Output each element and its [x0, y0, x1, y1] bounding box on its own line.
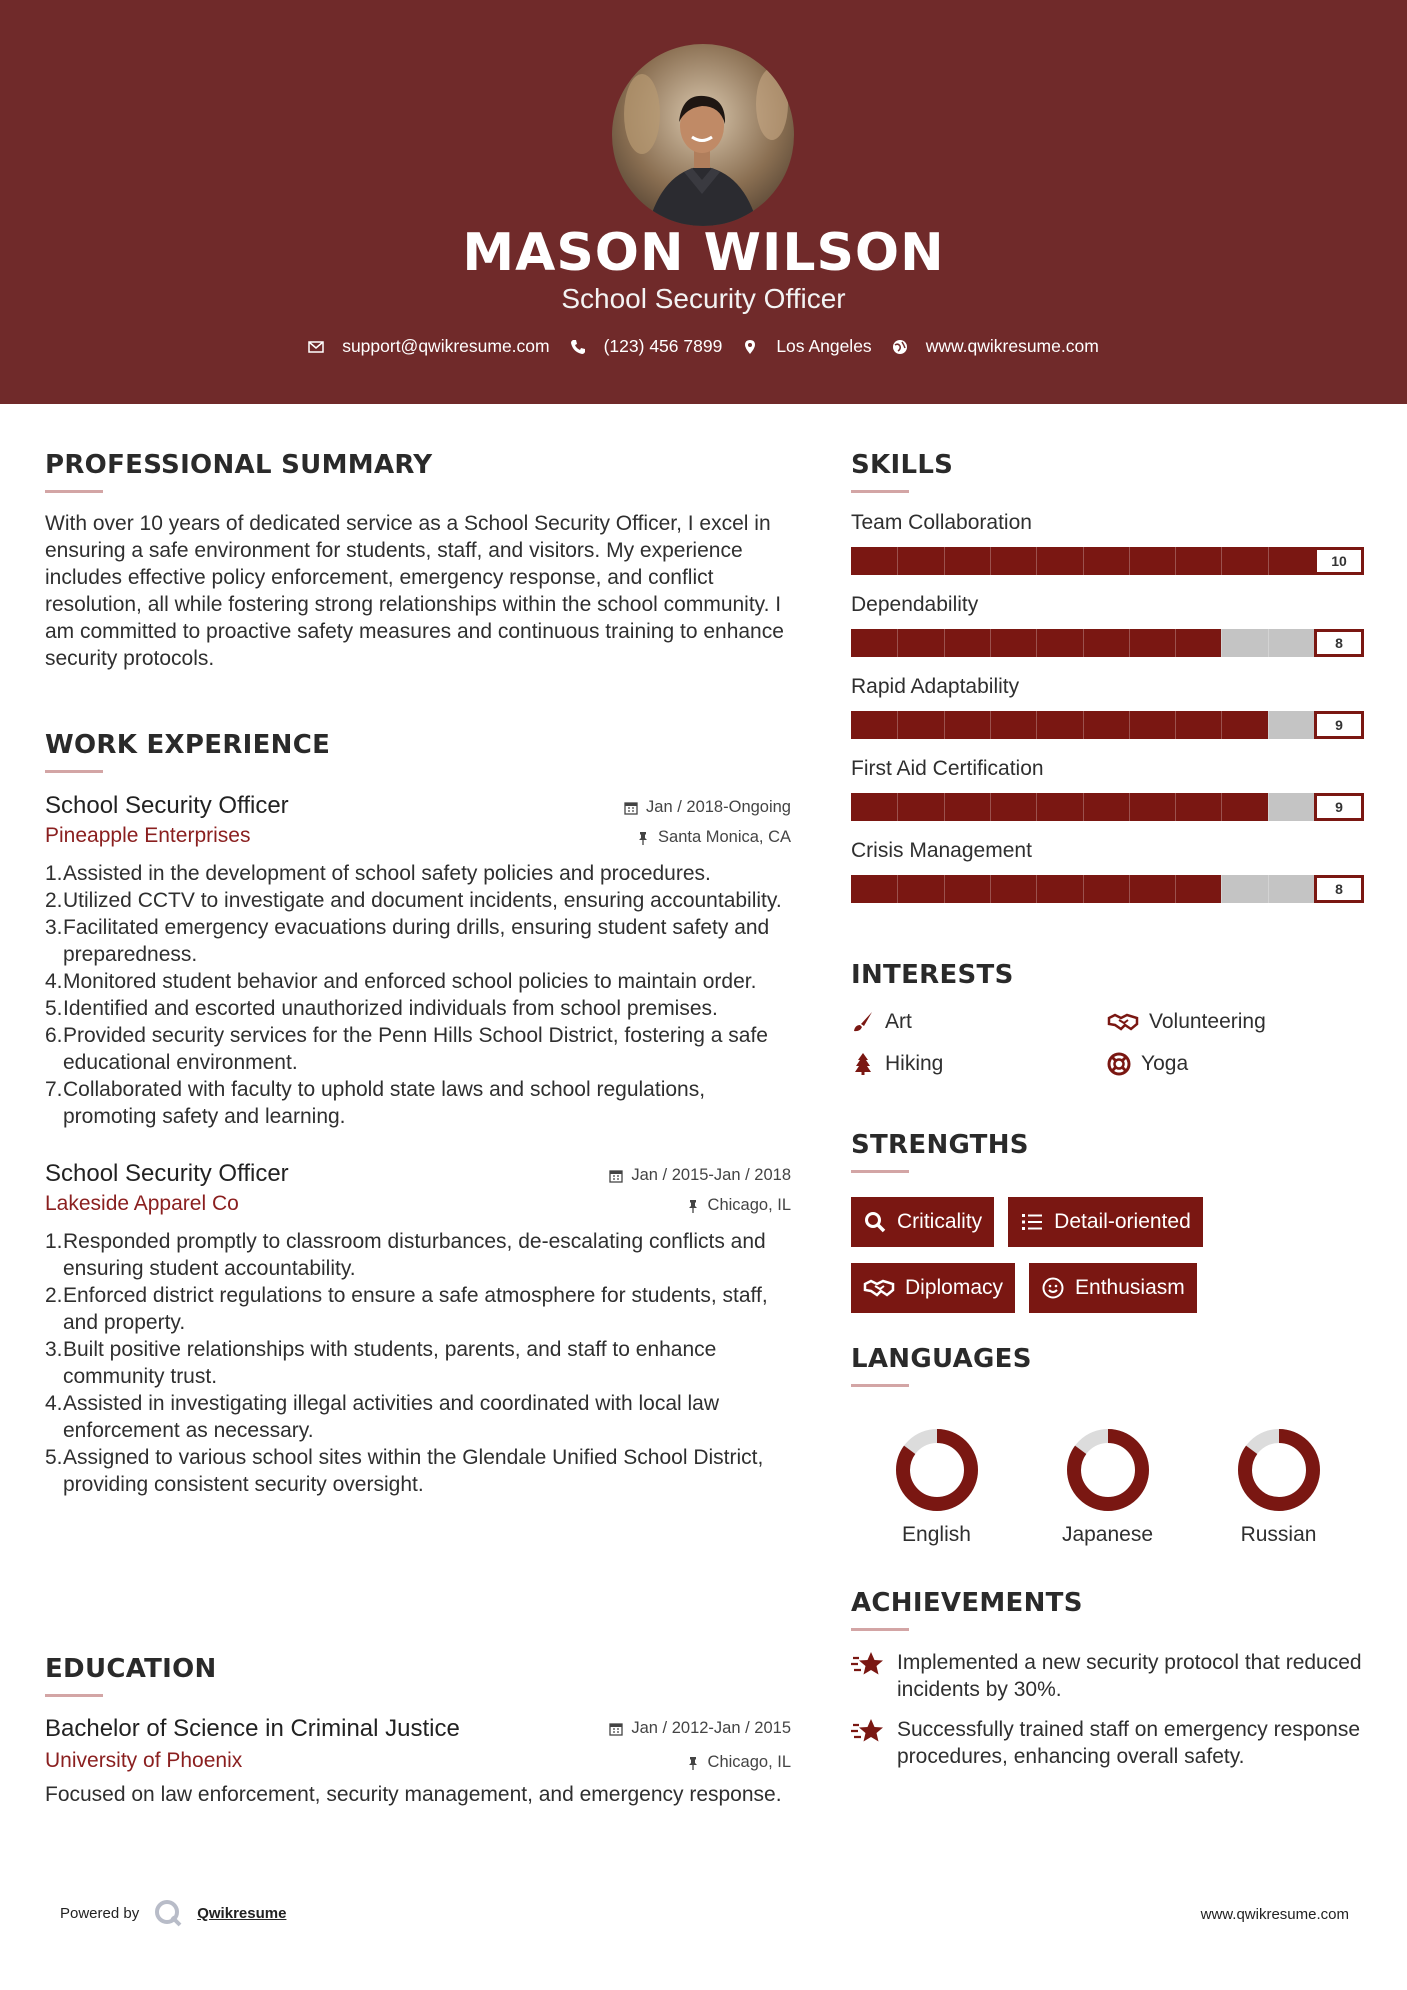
language-donut [1236, 1427, 1322, 1513]
skills-section [851, 450, 1366, 903]
strength-tags [851, 1197, 1366, 1329]
interest-item [1107, 1010, 1363, 1034]
skill-segment-divider [897, 629, 898, 657]
languages-list [851, 1427, 1366, 1547]
skill-track [851, 547, 1314, 575]
pushpin-icon [686, 1199, 700, 1213]
skill-segment-divider [1129, 793, 1130, 821]
section-title: WORK EXPERIENCE [45, 730, 331, 760]
strength-tag [1029, 1263, 1197, 1313]
skill-segment-divider [944, 629, 945, 657]
language-donut [894, 1427, 980, 1513]
job-title: School Security Officer [45, 792, 289, 819]
education-header [45, 1715, 791, 1743]
job-location-text: Chicago, IL [707, 1196, 791, 1214]
experience-section [45, 730, 791, 1498]
search-icon [863, 1210, 887, 1234]
skill-bar [851, 711, 1363, 739]
interest-item [1107, 1052, 1363, 1076]
duty-text: Assigned to various school sites within the Glendale Unified School District, providing consistent security oversight. [63, 1446, 764, 1496]
company-name: Lakeside Apparel Co [45, 1192, 239, 1215]
skill-segment-divider [1268, 711, 1269, 739]
contact-location [742, 336, 871, 357]
skill-level: 10 [1314, 547, 1364, 575]
skill-segment-divider [1175, 711, 1176, 739]
interest-label: Hiking [885, 1052, 944, 1075]
language-label: Russian [1240, 1523, 1317, 1546]
skill-segment-divider [1036, 547, 1037, 575]
education-subheader [45, 1749, 791, 1773]
skill-track [851, 629, 1314, 657]
skill-segment-divider [1175, 793, 1176, 821]
footer-powered-by [60, 1898, 286, 1928]
powered-by-label: Powered by [60, 1904, 140, 1922]
job-subheader [45, 1192, 791, 1216]
contact-phone[interactable] [570, 336, 723, 357]
skill-segment-divider [944, 875, 945, 903]
skill-segment-divider [1083, 711, 1084, 739]
interest-label: Art [885, 1010, 912, 1033]
skill-track [851, 875, 1314, 903]
skill-segment-divider [1221, 875, 1222, 903]
skill-fill [851, 711, 1268, 739]
skill-bar [851, 547, 1363, 575]
skill-level: 8 [1314, 875, 1364, 903]
skill-label: First Aid Certification [851, 757, 1044, 780]
skill-item [851, 757, 1366, 821]
job-location [636, 828, 791, 847]
job-entry [45, 792, 791, 1130]
website-text: www.qwikresume.com [925, 336, 1099, 356]
calendar-icon [624, 801, 638, 815]
globe-icon [892, 339, 908, 355]
duty-text: Assisted in the development of school safety policies and procedures. [63, 862, 711, 885]
strength-label: Diplomacy [905, 1276, 1004, 1299]
interest-item [851, 1010, 1107, 1034]
skill-segment-divider [990, 629, 991, 657]
section-title: INTERESTS [851, 960, 1014, 990]
duty-text: Provided security services for the Penn Hills School District, fostering a safe educational environment. [63, 1024, 768, 1074]
skill-item [851, 675, 1366, 739]
education-dates-text: Jan / 2012-Jan / 2015 [631, 1719, 791, 1737]
skill-item [851, 511, 1366, 575]
list-icon [1020, 1210, 1044, 1234]
skill-segment-divider [1175, 547, 1176, 575]
job-location [686, 1196, 791, 1215]
skill-label: Crisis Management [851, 839, 1032, 862]
map-pin-icon [742, 339, 758, 355]
skill-segment-divider [1129, 547, 1130, 575]
skill-segment-divider [990, 793, 991, 821]
strength-tag [1008, 1197, 1203, 1247]
education-location-text: Chicago, IL [707, 1753, 791, 1771]
skill-segment-divider [1129, 875, 1130, 903]
achievement-text: Successfully trained staff on emergency response procedures, enhancing overall safety. [897, 1718, 1361, 1768]
skill-segment-divider [1083, 629, 1084, 657]
job-header [45, 1160, 791, 1188]
list-item: 4. Monitored student behavior and enforced school policies to maintain order. [45, 970, 757, 993]
section-title: STRENGTHS [851, 1130, 1029, 1160]
duty-text: Utilized CCTV to investigate and document incidents, ensuring accountability. [63, 889, 782, 912]
skill-segment-divider [1268, 547, 1269, 575]
duty-text: Assisted in investigating illegal activities and coordinated with local law enforcement as necessary. [63, 1392, 720, 1442]
title-underline [851, 490, 909, 493]
list-item: 1. Responded promptly to classroom disturbances, de-escalating conflicts and ensuring student accountability. [45, 1230, 766, 1280]
calendar-icon [609, 1722, 623, 1736]
skill-bar [851, 875, 1363, 903]
duty-text: Responded promptly to classroom disturbances, de-escalating conflicts and ensuring student accountability. [63, 1230, 766, 1280]
duty-text: Identified and escorted unauthorized individuals from school premises. [63, 997, 718, 1020]
section-title: LANGUAGES [851, 1344, 1032, 1374]
skill-item [851, 593, 1366, 657]
list-item: 5. Assigned to various school sites within the Glendale Unified School District, providing consistent security oversight. [45, 1446, 764, 1496]
interest-label: Volunteering [1149, 1010, 1266, 1033]
skill-segment-divider [1129, 711, 1130, 739]
duty-text: Facilitated emergency evacuations during drills, ensuring student safety and preparedness. [63, 916, 770, 966]
skill-segment-divider [897, 793, 898, 821]
skill-segment-divider [1036, 711, 1037, 739]
list-item: 3. Facilitated emergency evacuations during drills, ensuring student safety and preparedness. [45, 916, 770, 966]
skill-segment-divider [1083, 547, 1084, 575]
skill-segment-divider [1268, 629, 1269, 657]
title-underline [851, 1384, 909, 1387]
pushpin-icon [636, 831, 650, 845]
strength-label: Enthusiasm [1075, 1276, 1185, 1299]
section-title: EDUCATION [45, 1654, 217, 1684]
achievement-text: Implemented a new security protocol that reduced incidents by 30%. [897, 1651, 1362, 1701]
strength-tag [851, 1263, 1015, 1313]
skill-segment-divider [1175, 875, 1176, 903]
skill-segment-divider [1221, 793, 1222, 821]
job-entry [45, 1160, 791, 1498]
job-dates-text: Jan / 2018-Ongoing [646, 798, 791, 816]
skill-segment-divider [1036, 875, 1037, 903]
candidate-title: School Security Officer [561, 283, 846, 314]
skill-segment-divider [897, 875, 898, 903]
skill-segment-divider [944, 793, 945, 821]
skill-segment-divider [1036, 793, 1037, 821]
duty-list [45, 860, 791, 1130]
skill-segment-divider [1221, 629, 1222, 657]
skill-segment-divider [990, 711, 991, 739]
achievements-section [851, 1588, 1366, 1770]
language-item [851, 1427, 1022, 1547]
candidate-name: MASON WILSON [462, 223, 945, 283]
duty-list [45, 1228, 791, 1498]
skill-track [851, 711, 1314, 739]
contact-bar [0, 336, 1407, 357]
duty-text: Collaborated with faculty to uphold state laws and school regulations, promoting safety and learning. [63, 1078, 706, 1128]
skill-track [851, 793, 1314, 821]
job-dates [609, 1166, 791, 1185]
skill-segment-divider [897, 547, 898, 575]
star-icon [851, 1649, 885, 1679]
skill-segment-divider [1268, 875, 1269, 903]
skill-fill [851, 793, 1268, 821]
profile-photo [612, 44, 794, 226]
handshake-icon [1107, 1010, 1139, 1034]
achievement-item [851, 1716, 1366, 1770]
duty-text: Built positive relationships with students, parents, and staff to enhance community trust. [63, 1338, 717, 1388]
job-location-text: Santa Monica, CA [658, 828, 791, 846]
education-description: Focused on law enforcement, security management, and emergency response. [45, 1783, 782, 1806]
list-item: 7. Collaborated with faculty to uphold state laws and school regulations, promoting safety and learning. [45, 1078, 706, 1128]
strength-label: Criticality [897, 1210, 983, 1233]
phone-text: (123) 456 7899 [603, 336, 723, 356]
list-item: 3. Built positive relationships with students, parents, and staff to enhance community trust. [45, 1338, 717, 1388]
skill-segment-divider [990, 547, 991, 575]
language-donut [1065, 1427, 1151, 1513]
job-dates [624, 798, 791, 817]
strengths-section [851, 1130, 1366, 1329]
strength-tag [851, 1197, 994, 1247]
location-text: Los Angeles [776, 336, 872, 356]
job-title: School Security Officer [45, 1160, 289, 1187]
section-title: ACHIEVEMENTS [851, 1588, 1083, 1618]
section-title: SKILLS [851, 450, 954, 480]
skill-level: 9 [1314, 711, 1364, 739]
skill-label: Dependability [851, 593, 979, 616]
skill-segment-divider [1129, 629, 1130, 657]
paintbrush-icon [851, 1010, 875, 1034]
brand-link[interactable]: Qwikresume [197, 1904, 287, 1922]
skill-item [851, 839, 1366, 903]
education-dates [609, 1719, 791, 1738]
list-item: 5. Identified and escorted unauthorized individuals from school premises. [45, 997, 718, 1020]
job-subheader [45, 824, 791, 848]
company-name: Pineapple Enterprises [45, 824, 251, 847]
section-title: PROFESSIONAL SUMMARY [45, 450, 433, 480]
skill-label: Team Collaboration [851, 511, 1032, 534]
skill-segment-divider [1083, 875, 1084, 903]
degree-title: Bachelor of Science in Criminal Justice [45, 1715, 460, 1742]
languages-section [851, 1344, 1366, 1547]
contact-email[interactable] [308, 336, 549, 357]
list-item: 4. Assisted in investigating illegal activities and coordinated with local law enforcement as necessary. [45, 1392, 720, 1442]
title-underline [851, 1628, 909, 1631]
envelope-icon [308, 339, 324, 355]
qwikresume-logo-icon [153, 1898, 183, 1928]
skill-segment-divider [944, 547, 945, 575]
skill-segment-divider [1175, 629, 1176, 657]
language-item [1193, 1427, 1364, 1547]
title-underline [45, 490, 103, 493]
skill-level: 9 [1314, 793, 1364, 821]
title-underline [851, 1170, 909, 1173]
smile-icon [1041, 1276, 1065, 1300]
skill-bar [851, 793, 1363, 821]
language-label: Japanese [1061, 1523, 1154, 1546]
skill-segment-divider [990, 875, 991, 903]
job-header [45, 792, 791, 820]
language-item [1022, 1427, 1193, 1547]
resume-header [0, 0, 1407, 404]
handshake-icon [863, 1276, 895, 1300]
skill-label: Rapid Adaptability [851, 675, 1020, 698]
education-location [686, 1753, 791, 1772]
strength-label: Detail-oriented [1054, 1210, 1191, 1233]
interest-item [851, 1052, 1107, 1076]
skill-segment-divider [1036, 629, 1037, 657]
duty-text: Monitored student behavior and enforced school policies to maintain order. [63, 970, 757, 993]
education-section [45, 1654, 791, 1808]
interests-grid [851, 1010, 1366, 1076]
list-item: 2. Utilized CCTV to investigate and document incidents, ensuring accountability. [45, 889, 782, 912]
summary-text: With over 10 years of dedicated service as a School Security Officer, I excel in ensuring a safe environment for students, staff, and visitors. My experience includes effective policy enforcement, emergency response, and conflict resolution, all while fostering strong relationships within the school community. I am committed to proactive safety measures and continuous training to enhance security protocols. [45, 512, 784, 670]
pushpin-icon [686, 1756, 700, 1770]
calendar-icon [609, 1169, 623, 1183]
language-label: English [902, 1523, 971, 1546]
list-item: 2. Enforced district regulations to ensure a safe atmosphere for students, staff, and property. [45, 1284, 768, 1334]
skill-level: 8 [1314, 629, 1364, 657]
skill-segment-divider [1221, 547, 1222, 575]
skills-list [851, 511, 1366, 903]
interests-section [851, 960, 1366, 1076]
achievement-item [851, 1649, 1366, 1703]
lifebuoy-icon [1107, 1052, 1131, 1076]
skill-bar [851, 629, 1363, 657]
duty-text: Enforced district regulations to ensure a safe atmosphere for students, staff, and property. [63, 1284, 768, 1334]
contact-website[interactable] [892, 336, 1099, 357]
summary-section [45, 450, 791, 672]
email-text: support@qwikresume.com [342, 336, 550, 356]
footer-url[interactable]: www.qwikresume.com [1200, 1906, 1349, 1923]
skill-segment-divider [1083, 793, 1084, 821]
skill-segment-divider [897, 711, 898, 739]
title-underline [45, 1694, 103, 1697]
list-item: 6. Provided security services for the Penn Hills School District, fostering a safe educational environment. [45, 1024, 768, 1074]
job-dates-text: Jan / 2015-Jan / 2018 [631, 1166, 791, 1184]
school-name: University of Phoenix [45, 1749, 243, 1772]
star-icon [851, 1716, 885, 1746]
skill-segment-divider [1268, 793, 1269, 821]
list-item: 1. Assisted in the development of school safety policies and procedures. [45, 862, 711, 885]
skill-segment-divider [944, 711, 945, 739]
interest-label: Yoga [1141, 1052, 1189, 1075]
phone-icon [570, 339, 586, 355]
tree-icon [851, 1052, 875, 1076]
title-underline [45, 770, 103, 773]
skill-segment-divider [1221, 711, 1222, 739]
